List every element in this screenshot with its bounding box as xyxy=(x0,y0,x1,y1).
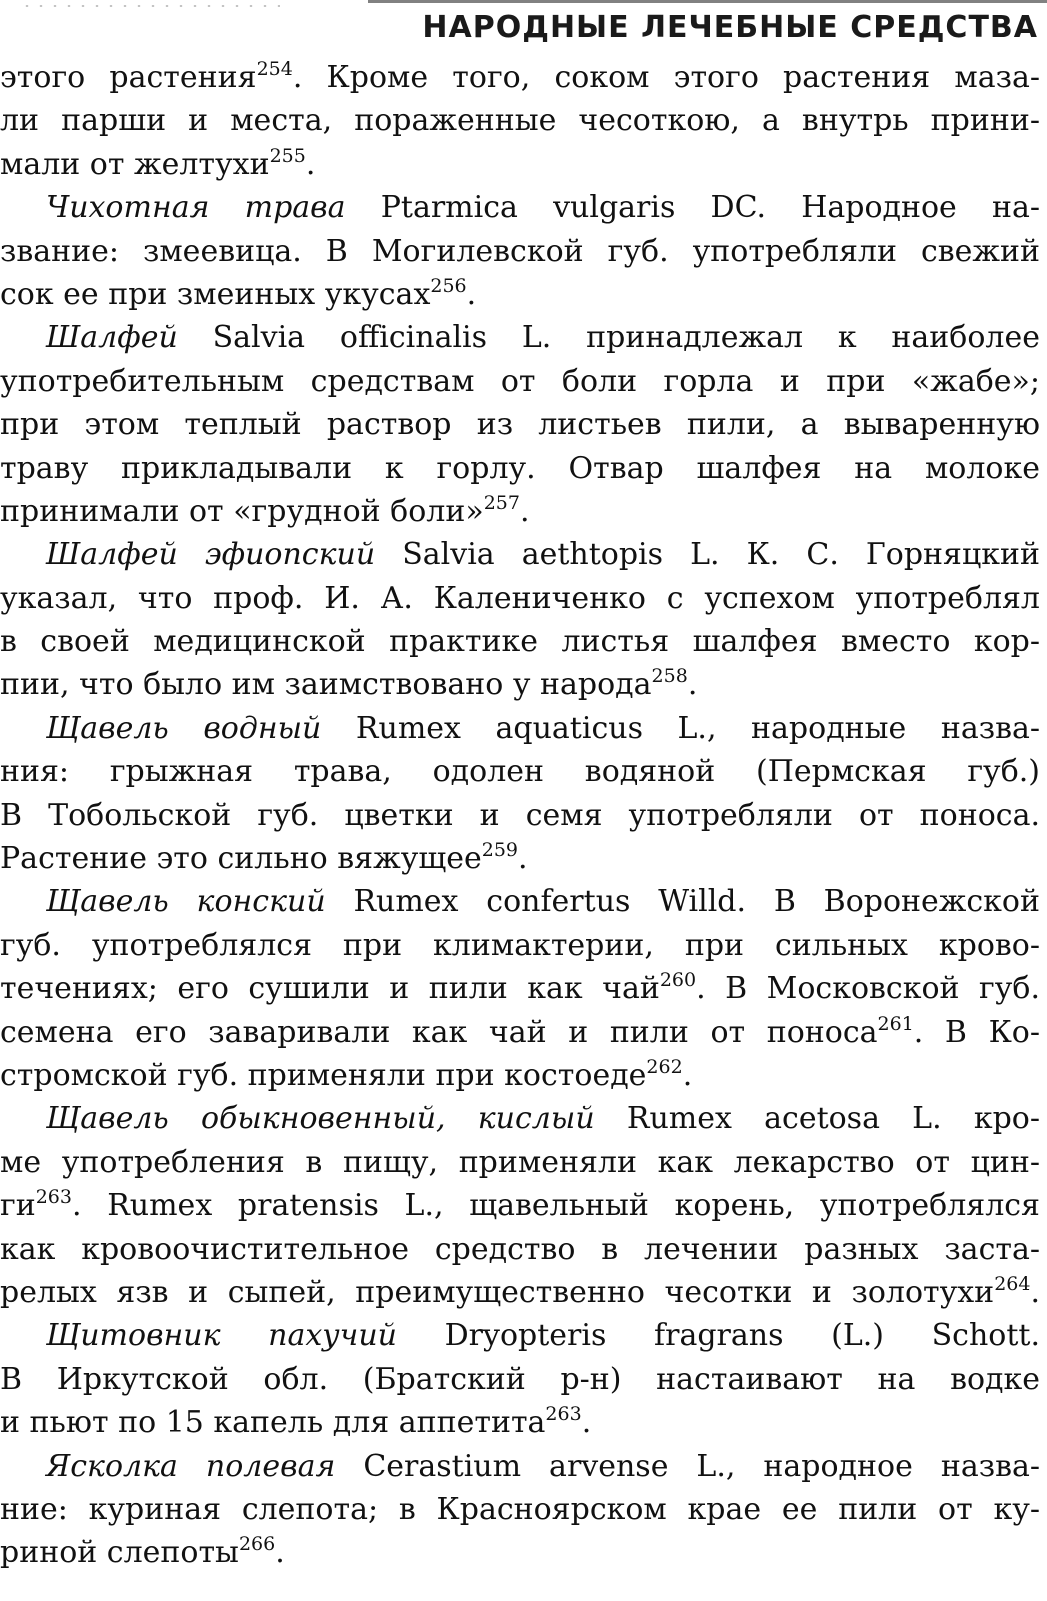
plant-name: Щавель водный xyxy=(46,710,322,746)
footnote-ref: 263 xyxy=(545,1403,582,1426)
text-line: Щитовник пахучий Dryopteris fragrans (L.) Schott. xyxy=(46,1318,1041,1354)
plant-name: Щавель конский xyxy=(46,884,326,920)
text-line: релых язв и сыпей, преимущественно чесотки и золотухи$^{264}$. xyxy=(0,1272,1040,1310)
entry-salvia-aethiopis xyxy=(0,533,1040,707)
page-header xyxy=(0,0,1047,56)
text-line: Чихотная трава Ptarmica vulgaris DC. Народное на- xyxy=(46,190,1040,226)
footnote-ref: 266 xyxy=(238,1533,276,1556)
text-line: семена его заваривали как чай и пили от поноса$^{261}$. В Ко- xyxy=(0,1012,1040,1050)
footnote-ref: 255 xyxy=(269,144,306,167)
plant-name: Чихотная трава xyxy=(46,190,346,226)
text-line: Ясколка полевая Cerastium arvense L., народное назва- xyxy=(46,1448,1040,1484)
text-line: при этом теплый раствор из листьев пили, а вываренную xyxy=(0,407,1040,443)
footnote-ref: 260 xyxy=(659,969,697,992)
footnote-ref: 256 xyxy=(430,274,467,297)
text-line: ние: куриная слепота; в Красноярском крае ее пили от ку- xyxy=(0,1491,1040,1527)
running-head: НАРОДНЫЕ ЛЕЧЕБНЫЕ СРЕДСТВА xyxy=(422,10,1038,45)
text-line: Щавель конский Rumex confertus Willd. В Воронежской xyxy=(46,884,1040,920)
text-line: сок ее при змеиных укусах$^{256}$. xyxy=(0,274,477,312)
plant-name: Щавель обыкновенный, кислый xyxy=(46,1101,595,1137)
text-line: ли парши и места, пораженные чесоткою, а внутрь прини- xyxy=(0,103,1040,139)
footnote-ref: 254 xyxy=(256,58,293,80)
text-line: траву прикладывали к горлу. Отвар шалфея на молоке xyxy=(0,450,1040,486)
text-line: указал, что проф. И. А. Калениченко с успехом употреблял xyxy=(0,580,1040,616)
text-line: Щавель обыкновенный, кислый Rumex acetosa L. кро- xyxy=(46,1101,1041,1137)
text-line: этого растения$^{254}$. Кроме того, соком этого растения маза- xyxy=(0,58,1040,95)
footnote-ref: 257 xyxy=(483,491,520,514)
text-line: В Иркутской обл. (Братский р-н) настаивают на водке xyxy=(0,1361,1040,1397)
footnote-ref: 262 xyxy=(646,1055,683,1078)
text-line: в своей медицинской практике листья шалфея вместо кор- xyxy=(0,624,1040,660)
text-line: мали от желтухи$^{255}$. xyxy=(0,144,316,182)
text-line: принимали от «грудной боли»$^{257}$. xyxy=(0,491,530,529)
body-text xyxy=(0,56,1040,1575)
text-line: Растение это сильно вяжущее$^{259}$. xyxy=(0,839,528,877)
text-line: губ. употреблялся при климактерии, при сильных крово- xyxy=(0,927,1040,963)
entry-rumex-aquaticus xyxy=(0,707,1040,881)
text-line: Шалфей эфиопский Salvia aethtopis L. К. С. Горняцкий xyxy=(46,537,1040,573)
footnote-ref: 264 xyxy=(994,1272,1031,1295)
footnote-ref: 259 xyxy=(481,839,519,862)
text-line: пии, что было им заимствовано у народа$^{258}$. xyxy=(0,665,698,703)
plant-name: Шалфей эфиопский xyxy=(46,537,376,573)
footnote-ref: 263 xyxy=(35,1186,72,1209)
header-print-noise xyxy=(20,2,280,12)
text-line: Шалфей Salvia officinalis L. принадлежал к наиболее xyxy=(46,320,1040,356)
plant-name: Щитовник пахучий xyxy=(46,1318,397,1354)
plant-name: Шалфей xyxy=(46,320,178,356)
text-line: как кровоочистительное средство в лечении разных заста- xyxy=(0,1231,1040,1267)
header-rule xyxy=(368,0,1047,3)
paragraph-continuation xyxy=(0,56,1040,186)
entry-rumex-acetosa xyxy=(0,1097,1040,1314)
entry-cerastium xyxy=(0,1445,1040,1575)
text-line: В Тобольской губ. цветки и семя употребляли от поноса. xyxy=(0,797,1040,833)
text-line: стромской губ. применяли при костоеде$^{262}$. xyxy=(0,1055,693,1093)
entry-rumex-confertus xyxy=(0,880,1040,1097)
footnote-ref: 261 xyxy=(877,1012,914,1035)
text-line: и пьют по 15 капель для аппетита$^{263}$. xyxy=(0,1403,592,1441)
text-line: Щавель водный Rumex aquaticus L., народные назва- xyxy=(46,710,1040,746)
entry-salvia-officinalis xyxy=(0,316,1040,533)
text-line: ме употребления в пищу, применяли как лекарство от цин- xyxy=(0,1144,1040,1180)
text-line: риной слепоты$^{266}$. xyxy=(0,1533,285,1571)
text-line: употребительным средствам от боли горла и при «жабе»; xyxy=(0,363,1040,399)
text-line: ния: грыжная трава, одолен водяной (Пермская губ.) xyxy=(0,754,1040,790)
text-line: течениях; его сушили и пили как чай$^{260}$. В Московской губ. xyxy=(0,969,1040,1007)
entry-ptarmica xyxy=(0,186,1040,316)
text-line: звание: змеевица. В Могилевской губ. употребляли свежий xyxy=(0,233,1040,269)
plant-name: Ясколка полевая xyxy=(46,1448,336,1484)
footnote-ref: 258 xyxy=(651,665,688,688)
text-line: $ги^{263}$. Rumex pratensis L., щавельный корень, употреблялся xyxy=(0,1186,1040,1224)
entry-dryopteris xyxy=(0,1314,1040,1444)
